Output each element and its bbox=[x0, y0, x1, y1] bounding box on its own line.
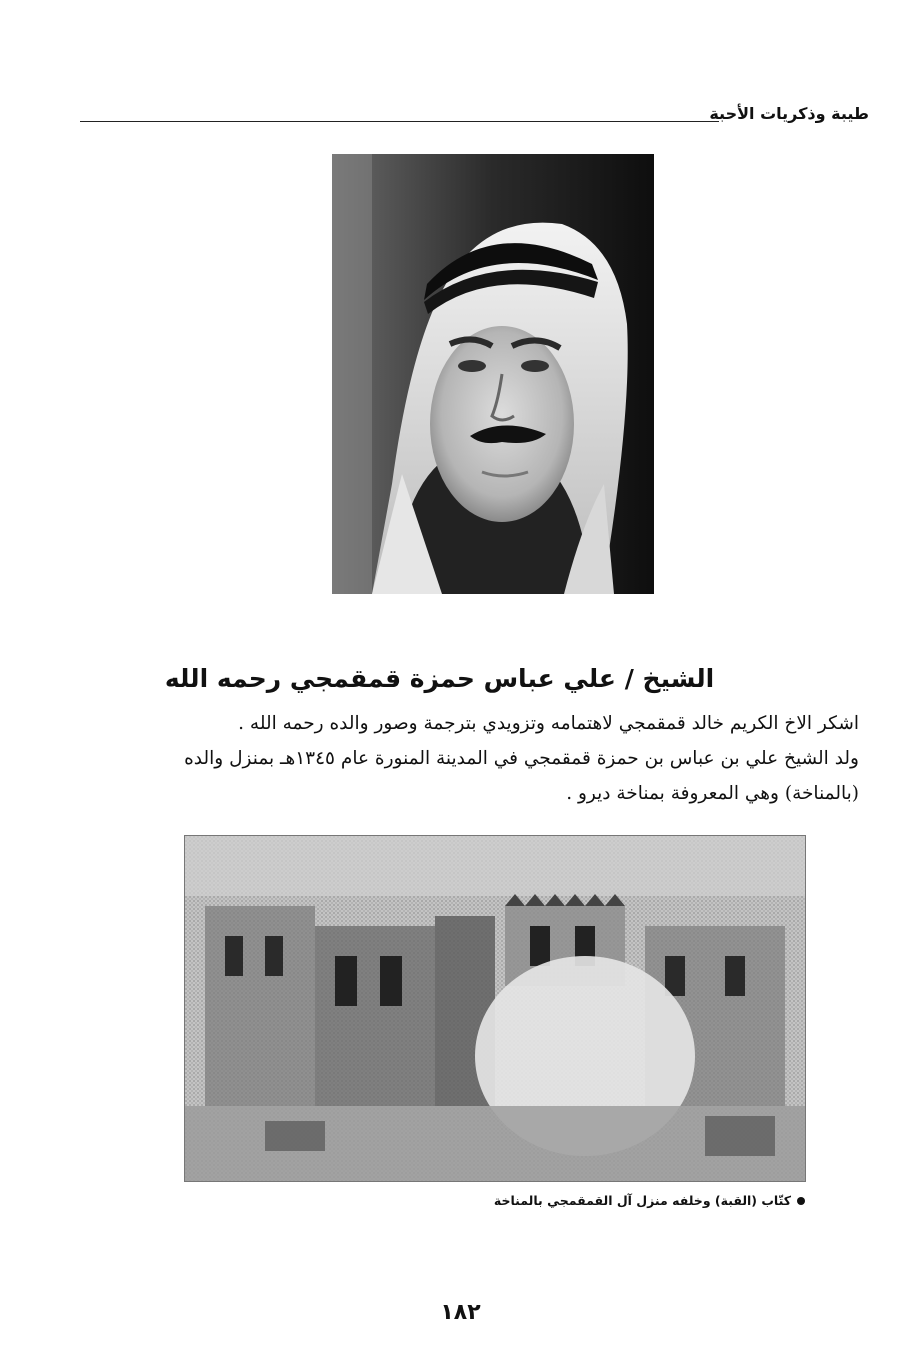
body-line: ولد الشيخ علي بن عباس بن حمزة قمقمجي في المدينة المنورة عام ١٣٤٥هـ بمنزل والده bbox=[184, 748, 859, 769]
street-illustration bbox=[185, 836, 805, 1181]
bullet-icon bbox=[797, 1197, 805, 1205]
body-line: اشكر الاخ الكريم خالد قمقمجي لاهتمامه وتزويدي بترجمة وصور والده رحمه الله . bbox=[238, 713, 859, 734]
article-title: الشيخ / علي عباس حمزة قمقمجي رحمه الله bbox=[164, 664, 715, 693]
running-header bbox=[80, 104, 869, 128]
portrait-photo bbox=[332, 154, 654, 594]
running-title: طيبة وذكريات الأحبة bbox=[709, 104, 869, 123]
caption-text: كتّاب (القبة) وخلفه منزل آل القمقمجي بالمناخة bbox=[493, 1193, 791, 1208]
page-number: ١٨٢ bbox=[440, 1300, 481, 1325]
portrait-illustration bbox=[332, 154, 654, 594]
photo-caption bbox=[494, 1193, 805, 1208]
street-photo bbox=[184, 835, 806, 1182]
header-rule bbox=[80, 121, 719, 122]
body-line: (بالمناخة) وهي المعروفة بمناخة ديرو . bbox=[566, 783, 859, 804]
article-body bbox=[99, 706, 859, 811]
